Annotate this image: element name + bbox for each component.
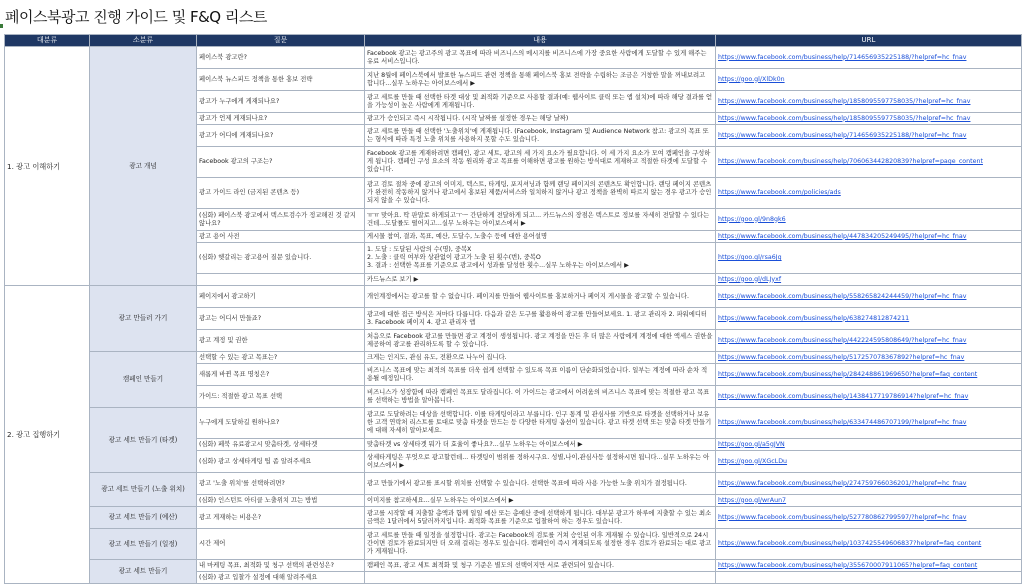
content-cell [365,572,716,584]
question-cell: 페이스북 뉴스피드 정책을 통한 홍보 전략 [197,69,365,91]
content-cell: 비즈니스가 성장함에 따라 캠페인 목표도 달라집니다. 이 가이드는 광고에서 어려움의 비즈니스 목표에 맞는 적절한 광고 목표를 선택하는 방법을 알아봅니다. [365,386,716,408]
url-cell [716,147,1022,178]
header-row [5,35,1022,47]
url-link[interactable]: https://www.facebook.com/business/help/638274812874211 [718,314,910,322]
content-cell: 맞춤타겟 vs 상세타겟 뭐가 더 효율이 좋나요?...실무 노하우는 아이보스에서 ▶ [365,439,716,451]
content-cell: 광고 만들기에서 광고를 표시할 위치를 선택할 수 있습니다. 선택한 목표에 따라 사용 가능한 노출 위치가 결정됩니다. [365,473,716,495]
table-row [5,352,1022,364]
question-cell: (심화) 인스턴트 아티클 노출위치 끄는 방법 [197,495,365,507]
table-row [5,560,1022,572]
header-url: URL [716,35,1022,47]
question-cell: 광고 '노출 위치'를 선택하려면? [197,473,365,495]
category-cell: 1. 광고 이해하기 [5,47,90,286]
url-link[interactable]: https://www.facebook.com/business/help/1438417719786914?helpref=hc_fnav [718,392,969,400]
url-link[interactable]: https://www.facebook.com/business/help/1858095597758035/?helpref=hc_fnav [718,97,971,105]
table-row [5,47,1022,69]
url-link[interactable]: https://www.facebook.com/business/help/442224595808649/?helpref=hc_fnav [718,336,967,344]
header-category: 대분류 [5,35,90,47]
question-cell: 내 마케팅 목표, 최적화 및 청구 선택의 관련성은? [197,560,365,572]
question-cell: 페이지에서 광고하기 [197,286,365,308]
content-cell: 광고 세트를 만들 때 선택한 '노출위치'에 게재됩니다. (Facebook, Instagram 및 Audience Network 참고: 광고의 목표 또는 형식에 따라 특정 노출 위치를 사용하지 못할 수도 있습니다. [365,125,716,147]
table-row [5,286,1022,308]
content-cell: 광고 세트를 만들 때 선택한 타겟 대상 및 최적화 기준으로 사용할 결과(예: 웹사이트 클릭 또는 앱 설치)에 따라 해당 결과를 얻을 가능성이 높은 사람에게 게재됩니다. [365,91,716,113]
url-link[interactable]: https://goo.gl/XlDk0n [718,75,785,83]
url-cell [716,473,1022,495]
question-cell: 광고는 어디서 만들죠? [197,308,365,330]
question-cell: 선택할 수 있는 광고 목표는? [197,352,365,364]
question-cell: 가이드: 적절한 광고 목표 선택 [197,386,365,408]
header-subcategory: 소분류 [90,35,197,47]
url-link[interactable]: https://goo.gl/a5gJVN [718,440,785,448]
subcategory-cell: 광고 개념 [90,47,197,286]
subcategory-cell: 광고 세트 만들기 (일정) [90,529,197,560]
url-cell [716,451,1022,473]
url-cell [716,125,1022,147]
content-cell: 이미지를 참고하세요...실무 노하우는 아이보스에서 ▶ [365,495,716,507]
subcategory-cell: 광고 세트 만들기 (노출 위치) [90,473,197,507]
faq-table [4,34,1022,584]
question-cell: 광고 게재하는 비용은? [197,507,365,529]
url-cell [716,286,1022,308]
url-cell [716,364,1022,386]
content-cell: Facebook 광고는 광고주의 광고 목표에 따라 비즈니스의 메시지를 비즈니스에 가장 중요한 사람에게 도달할 수 있게 해주는 유료 서비스입니다. [365,47,716,69]
subcategory-cell: 광고 만들러 가기 [90,286,197,352]
question-cell: 페이스북 광고란? [197,47,365,69]
url-cell [716,91,1022,113]
content-cell: Facebook 광고를 게재하려면 캠페인, 광고 세트, 광고의 세 가지 요소가 필요합니다. 이 세 가지 요소가 모여 캠페인을 구성하게 됩니다. 캠페인 구성 요소의 작동 원리와 광고 목표를 이해하면 광고를 원하는 방식대로 게재하고 적절한 타겟에 도달할 수 있습니다. [365,147,716,178]
url-cell [716,308,1022,330]
url-link[interactable]: https://goo.gl/rsa6Jg [718,254,782,262]
content-cell: 상세타게팅은 무엇으로 광고할런데... 타겟팅이 범위를 정하시구요. 성별,나이,관심사등 설정하시면 됩니다...실무 노하우는 아이보스에서 ▶ [365,451,716,473]
question-cell: 시간 제어 [197,529,365,560]
url-cell [716,113,1022,125]
question-cell: (심화) 광고 상세타게팅 팁 좀 알려주세요 [197,451,365,473]
url-link[interactable]: https://www.facebook.com/business/help/355670007911065?helpref=faq_content [718,561,978,569]
url-link[interactable]: https://goo.gl/XGcLDu [718,457,788,465]
url-cell [716,529,1022,560]
url-cell [716,243,1022,274]
question-cell: 광고 가이드 라인 (금지된 콘텐츠 등) [197,178,365,209]
content-cell: 1. 도달 : 도달된 사람의 수(명), 중복X 2. 노출 : 클릭 여부와 상관없이 광고가 노출 된 횟수(번), 중복O 3. 결과 : 선택한 목표를 기준으로 광고에서 성과를 달성한 횟수...실무 노하우는 아이보스에서 ▶ [365,243,716,274]
question-cell: (심화) 페북 유료광고시 맞춤타겟, 상세타겟 [197,439,365,451]
url-link[interactable]: https://www.facebook.com/business/help/633474486707199/?helpref=hc_fnav [718,419,967,427]
url-link[interactable]: https://www.facebook.com/business/help/714656935225188/?helpref=hc_fnav [718,53,967,61]
header-content: 내용 [365,35,716,47]
url-cell [716,507,1022,529]
url-cell [716,408,1022,439]
url-link[interactable]: https://www.facebook.com/policies/ads [718,189,841,197]
url-link[interactable]: https://goo.gl/dLJyxf [718,275,782,283]
content-cell: 광고로 도달하려는 대상을 선택합니다. 이를 타게팅이라고 부릅니다. 인구 통계 및 관심사를 기반으로 타겟을 선택하거나 보유한 고객 연락처 리스트를 토대로 맞춤 타겟을 만드는 등 다양한 타게팅 옵션이 있습니다. 광고 타겟 선택 또는 맞춤 타겟 만들기에 대해 자세히 알아보세요. [365,408,716,439]
table-row [5,473,1022,495]
content-cell: 처음으로 Facebook 광고를 만들면 광고 계정이 생성됩니다. 광고 계정을 만든 후 더 많은 사람에게 계정에 대한 액세스 권한을 제공하여 광고를 관리하도록 할 수 있습니다. [365,330,716,352]
url-cell [716,386,1022,408]
question-cell: 누구에게 도달하길 원하나요? [197,408,365,439]
question-cell: 새롭게 바뀐 목표 명칭은? [197,364,365,386]
url-cell [716,352,1022,364]
category-cell: 2. 광고 집행하기 [5,286,90,584]
subcategory-cell: 광고 세트 만들기 [90,560,197,584]
url-cell [716,439,1022,451]
url-link[interactable]: https://www.facebook.com/business/help/517257078367892?helpref=hc_fnav [718,353,965,361]
url-cell [716,231,1022,243]
content-cell: 광고에 대한 접근 방식은 저마다 다릅니다. 다음과 같은 도구를 활용하여 광고를 만들어보세요. 1. 광고 관리자 2. 파워에디터 3. Facebook 페이지 4. 광고 관리자 앱 [365,308,716,330]
question-cell: Facebook 광고의 구조는? [197,147,365,178]
url-link[interactable]: https://www.facebook.com/business/help/706063442820839?helpref=page_content [718,158,983,166]
question-cell [197,274,365,286]
url-link[interactable]: https://www.facebook.com/business/help/1858095597758035/?helpref=hc_fnav [718,114,971,122]
content-cell: 게시물 참여, 결과, 목표, 예산, 도달수, 노출수 등에 대한 용어설명 [365,231,716,243]
url-link[interactable]: https://www.facebook.com/business/help/1037425549606837?helpref=faq_content [718,540,982,548]
content-cell: 개인계정에서는 광고를 할 수 없습니다. 페이지를 만들어 웹사이트를 홍보하거나 페이지 게시물을 광고할 수 있습니다. [365,286,716,308]
question-cell: (심화) 광고 입찰가 설정에 대해 알려주세요 [197,572,365,584]
question-cell: 광고가 누구에게 게재되나요? [197,91,365,113]
content-cell: 광고가 승인되고 즉시 시작됩니다. (시작 날짜를 설정한 경우는 해당 날짜) [365,113,716,125]
header-question: 질문 [197,35,365,47]
url-cell [716,209,1022,231]
content-cell: 지난 8월에 페이스북에서 발표한 뉴스피드 관련 정책을 통해 페이스북 홍보 전략을 수립하는 조금은 거창한 말을 꺼내보려고 합니다...실무 노하우는 아이보스에서 ▶ [365,69,716,91]
url-link[interactable]: https://www.facebook.com/business/help/714656935225188/?helpref=hc_fnav [718,131,967,139]
content-cell: 광고를 시작할 때 지출할 총액과 함께 일일 예산 또는 총예산 중에 선택하게 됩니다. 대부분 광고가 하루에 지출할 수 있는 최소 금액은 1달러에서 5달러까지입니다. 최적화 목표를 기준으로 입찰하여 하는 경우도 있습니다. [365,507,716,529]
page-title: 페이스북광고 진행 가이드 및 F&Q 리스트 [5,8,267,26]
url-cell [716,69,1022,91]
table-body [5,47,1022,584]
subcategory-cell: 캠페인 만들기 [90,352,197,408]
table-row [5,408,1022,439]
content-cell: 광고 검토 절차 중에 광고의 이미지, 텍스트, 타게팅, 포지셔닝과 함께 랜딩 페이지의 콘텐츠도 확인합니다. 랜딩 페이지 콘텐츠가 완전히 작동하지 않거나 광고에서 홍보된 제품/서비스와 일치하지 않거나 광고 정책을 완벽히 따르지 않는 경우 광고가 승인되지 않을 수 있습니다. [365,178,716,209]
url-cell [716,47,1022,69]
url-link[interactable]: https://www.facebook.com/business/help/284248861969650?helpref=faq_content [718,370,978,378]
cell-marker [0,24,3,28]
question-cell: (심화) 헷갈리는 광고용어 질문 있습니다. [197,243,365,274]
url-link[interactable]: https://goo.gl/9n8gk6 [718,215,786,223]
content-cell: 광고 세트를 만들 때 일정을 설정합니다. 광고는 Facebook의 검토를 거쳐 승인된 이후 게재될 수 있습니다. 일반적으로 24시간이면 검토가 완료되지만 더 오래 걸리는 경우도 있습니다. 캠페인이 즉시 게재되도록 설정한 경우 검토가 완료되는 대로 광고가 게재됩니다. [365,529,716,560]
question-cell: 광고 계정 및 권한 [197,330,365,352]
question-cell: 광고가 언제 게재되나요? [197,113,365,125]
content-cell: 캠페인 목표, 광고 세트 최적화 및 청구 기준은 별도의 선택이지만 서로 관련되어 있습니다. [365,560,716,572]
url-cell [716,178,1022,209]
url-link[interactable]: https://www.facebook.com/business/help/274759766036201/?helpref=hc_fnav [718,479,967,487]
content-cell: ㅠㅠ 맞아요. 딱 판말로 하게되고ㅜㅡ 간단하게 전달하게 되고... 카드뉴스의 장점은 텍스트로 정보를 자세히 전달할 수 있다는 건데...도달률도 떨어지고...실무 노하우는 아이보스에서 ▶ [365,209,716,231]
question-cell: (심화) 페이스북 광고에서 텍스트검수가 정교해진 것 같지 않나요? [197,209,365,231]
table-row [5,529,1022,560]
question-cell: 광고 용어 사전 [197,231,365,243]
url-cell [716,572,1022,584]
url-link[interactable]: https://www.facebook.com/business/help/558265824244459/?helpref=hc_fnav [718,292,967,300]
url-link[interactable]: https://www.facebook.com/business/help/527780862799597/?helpref=hc_fnav [718,513,967,521]
url-cell [716,330,1022,352]
url-cell [716,560,1022,572]
url-cell [716,274,1022,286]
subcategory-cell: 광고 세트 만들기 (예산) [90,507,197,529]
question-cell: 광고가 어디에 게재되나요? [197,125,365,147]
subcategory-cell: 광고 세트 만들기 (타겟) [90,408,197,473]
content-cell: 카드뉴스로 보기 ▶ [365,274,716,286]
content-cell: 비즈니스 목표에 맞는 최적의 목표를 더욱 쉽게 선택할 수 있도록 목표 이름이 단순화되었습니다. 일부는 계정에 따라 순차 적용될 예정입니다. [365,364,716,386]
table-row [5,507,1022,529]
content-cell: 크게는 인지도, 관심 유도, 전환으로 나누어 집니다. [365,352,716,364]
url-link[interactable]: https://www.facebook.com/business/help/447834205249495/?helpref=hc_fnav [718,232,967,240]
url-link[interactable]: https://goo.gl/wrAun7 [718,496,787,504]
